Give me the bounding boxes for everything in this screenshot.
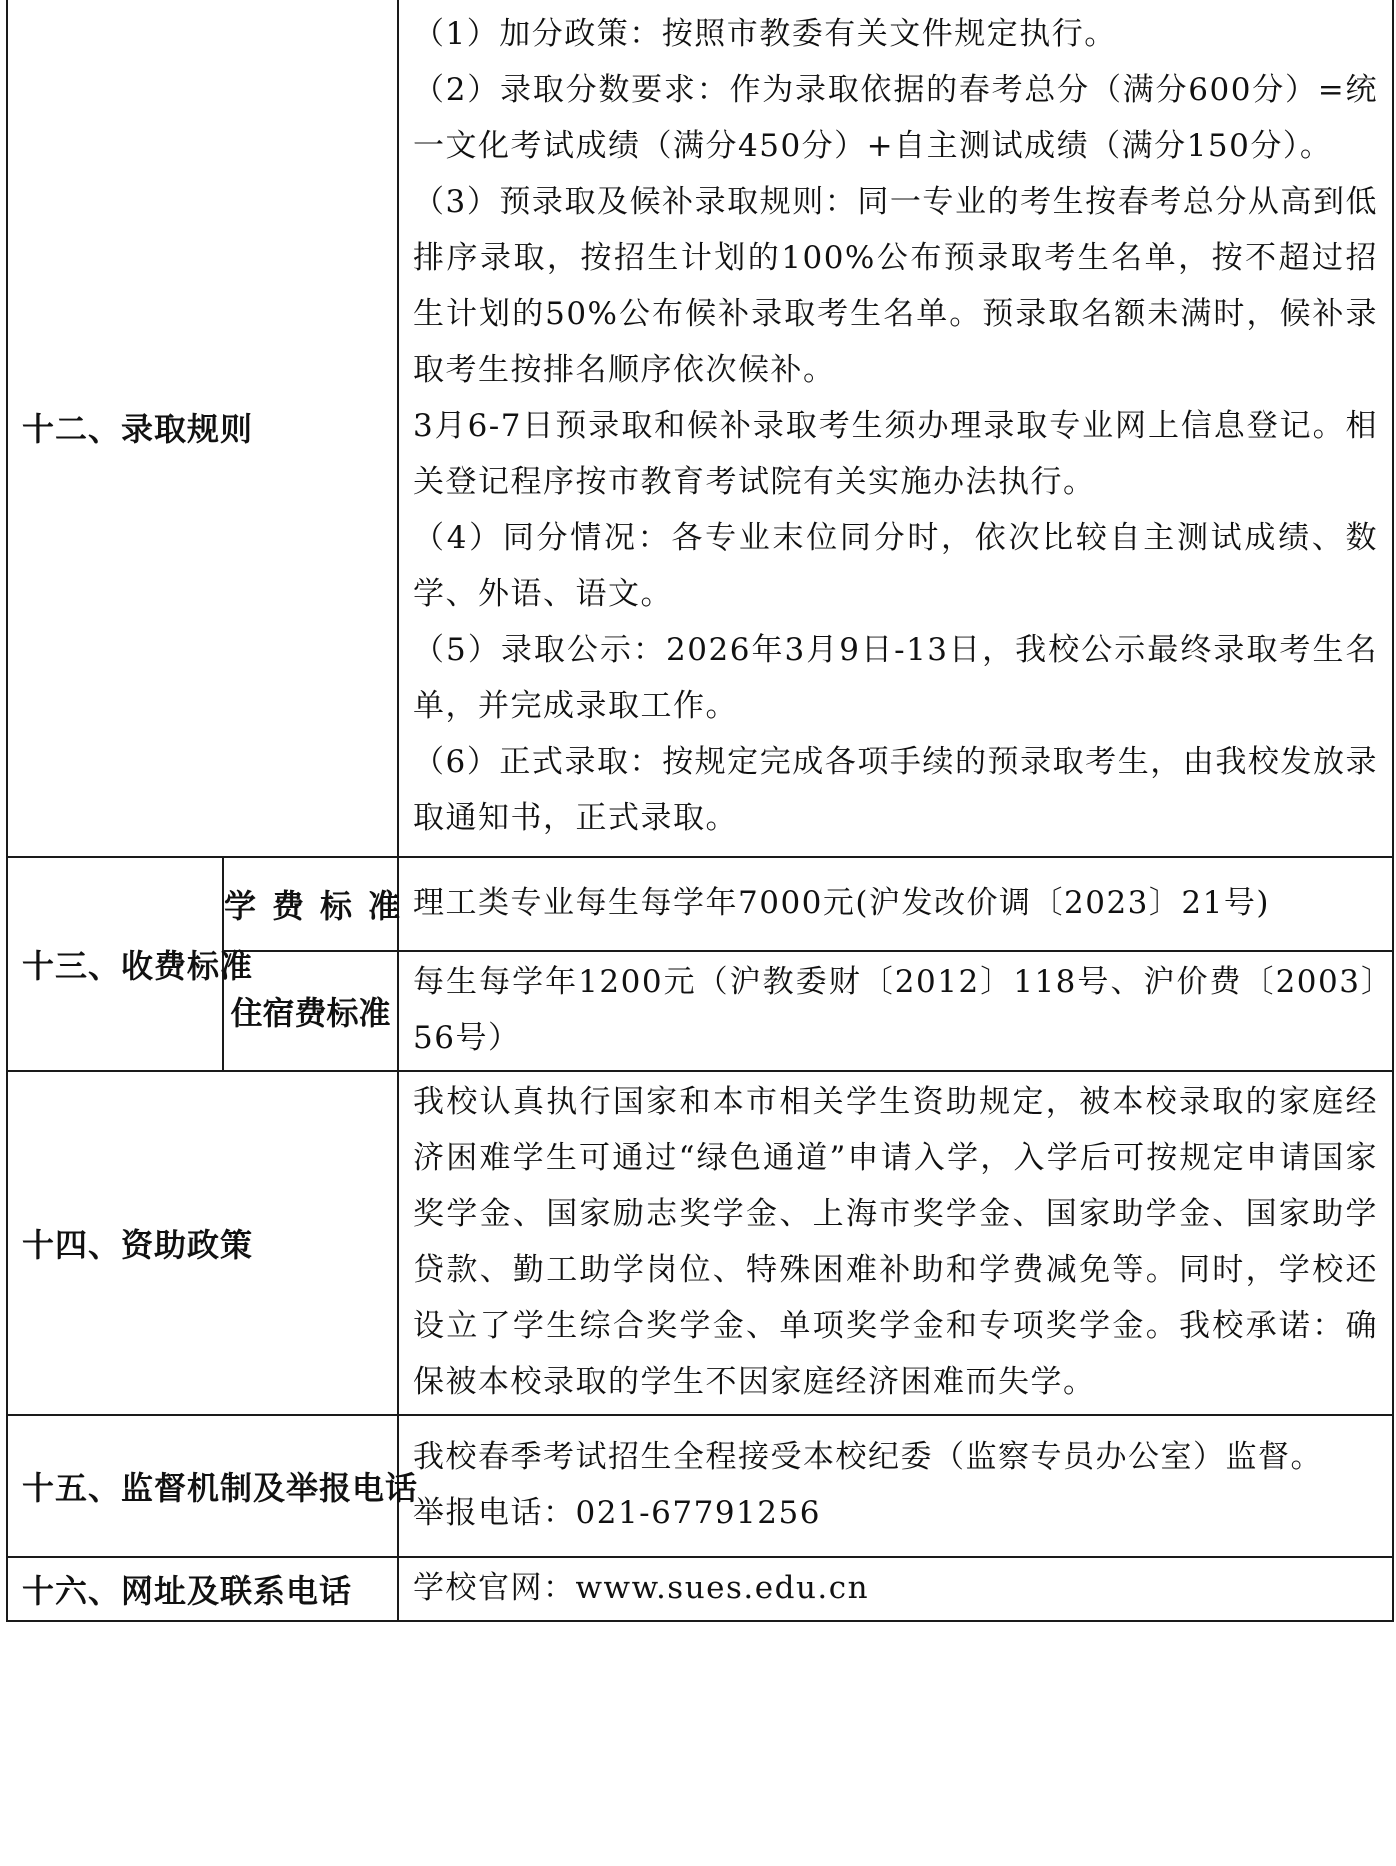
rule-score-requirement: （2）录取分数要求：作为录取依据的春考总分（满分600分）=统一文化考试成绩（满分450分）+自主测试成绩（满分150分）。 <box>413 72 1379 164</box>
rule-bonus-policy: （1）加分政策：按照市教委有关文件规定执行。 <box>413 16 1117 52</box>
policy-table <box>6 0 1394 1622</box>
row-aid-policy <box>7 1071 1393 1415</box>
row-tuition <box>7 857 1393 951</box>
admission-rules-content <box>398 0 1393 857</box>
tuition-text: 理工类专业每生每学年7000元(沪发改价调〔2023〕21号) <box>398 857 1393 951</box>
section-label-supervision: 十五、监督机制及举报电话 <box>7 1415 398 1557</box>
section-label-admission-rules: 十二、录取规则 <box>7 0 398 857</box>
section-label-website: 十六、网址及联系电话 <box>7 1557 398 1621</box>
housing-label: 住宿费标准 <box>223 951 398 1071</box>
tuition-label: 学费标准 <box>223 857 398 951</box>
rule-publicity: （5）录取公示：2026年3月9日-13日，我校公示最终录取考生名单，并完成录取工作。 <box>413 632 1379 724</box>
row-admission-rules <box>7 0 1393 857</box>
housing-text: 每生每学年1200元（沪教委财〔2012〕118号、沪价费〔2003〕56号） <box>398 951 1393 1071</box>
rule-formal-admission: （6）正式录取：按规定完成各项手续的预录取考生，由我校发放录取通知书，正式录取。 <box>413 744 1379 836</box>
section-label-aid-policy: 十四、资助政策 <box>7 1071 398 1415</box>
aid-policy-text: 我校认真执行国家和本市相关学生资助规定，被本校录取的家庭经济困难学生可通过“绿色通道”申请入学，入学后可按规定申请国家奖学金、国家励志奖学金、上海市奖学金、国家助学金、国家助学贷款、勤工助学岗位、特殊困难补助和学费减免等。同时，学校还设立了学生综合奖学金、单项奖学金和专项奖学金。我校承诺：确保被本校录取的学生不因家庭经济困难而失学。 <box>398 1071 1393 1415</box>
row-website <box>7 1557 1393 1621</box>
report-hotline: 举报电话：021-67791256 <box>413 1495 821 1531</box>
supervision-content <box>398 1415 1393 1557</box>
supervision-text: 我校春季考试招生全程接受本校纪委（监察专员办公室）监督。 <box>413 1439 1324 1475</box>
rule-tie-break: （4）同分情况：各专业末位同分时，依次比较自主测试成绩、数学、外语、语文。 <box>413 520 1379 612</box>
rule-pre-admission: （3）预录取及候补录取规则：同一专业的考生按春考总分从高到低排序录取，按招生计划的100%公布预录取考生名单，按不超过招生计划的50%公布候补录取考生名单。预录取名额未满时，候补录取考生按排名顺序依次候补。 <box>413 184 1379 388</box>
rule-registration: 3月6-7日预录取和候补录取考生须办理录取专业网上信息登记。相关登记程序按市教育考试院有关实施办法执行。 <box>413 408 1379 500</box>
section-label-fees: 十三、收费标准 <box>7 857 223 1071</box>
website-text: 学校官网：www.sues.edu.cn <box>398 1557 1393 1621</box>
row-supervision <box>7 1415 1393 1557</box>
